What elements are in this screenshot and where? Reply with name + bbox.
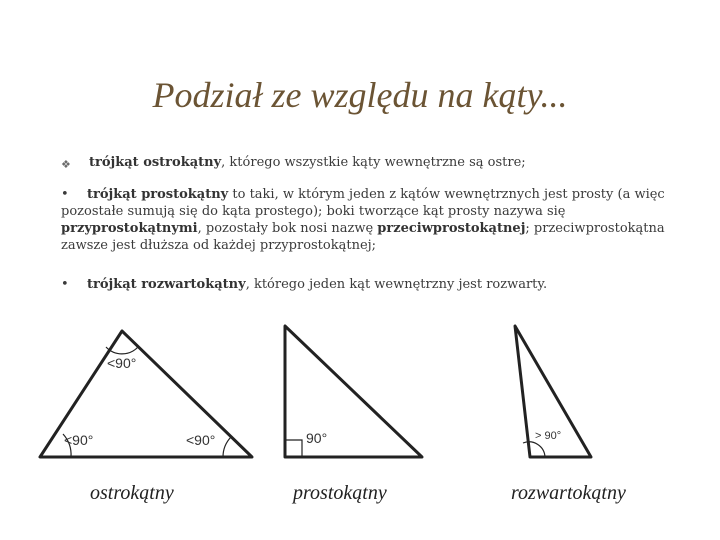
- caption-obtuse: rozwartokątny: [511, 482, 626, 504]
- bullet-dot-icon: •: [61, 277, 69, 292]
- obtuse-triangle: [515, 326, 591, 457]
- term-right: trójkąt prostokątny: [87, 187, 229, 202]
- diamond-bullet-icon: ❖: [61, 158, 71, 171]
- bullet-obtuse-text: , którego jeden kąt wewnętrzny jest rozwarty.: [245, 277, 548, 292]
- term-acute: trójkąt ostrokątny: [89, 155, 222, 170]
- term-legs: przyprostokątnymi: [61, 221, 198, 236]
- acute-top-angle-label: <90°: [107, 355, 137, 371]
- caption-acute: ostrokątny: [90, 482, 174, 504]
- right-angle-label: 90°: [306, 430, 328, 446]
- bullet-right-text-3: ; przeciwprostokątna zawsze jest dłuższa od każdej przyprostokątnej;: [61, 221, 665, 253]
- slide-title: Podział ze względu na kąty...: [152, 75, 568, 115]
- bullet-dot-icon: •: [61, 187, 69, 202]
- acute-left-angle-label: <90°: [64, 432, 94, 448]
- right-triangle: [285, 326, 422, 457]
- right-angle-marker: [285, 440, 302, 457]
- caption-right: prostokątny: [293, 482, 387, 504]
- term-hypotenuse: przeciwprostokątnej: [377, 221, 526, 236]
- term-obtuse: trójkąt rozwartokątny: [87, 277, 246, 292]
- obtuse-angle-arc: [523, 442, 545, 457]
- bullet-right-text-2: , pozostały bok nosi nazwę: [197, 221, 378, 236]
- acute-right-arc: [223, 437, 231, 457]
- bullet-acute-text: , którego wszystkie kąty wewnętrzne są ostre;: [221, 155, 526, 170]
- acute-triangle: [40, 331, 252, 457]
- acute-right-angle-label: <90°: [186, 432, 216, 448]
- bullet-right-text-1: to taki, w którym jeden z kątów wewnętrznych jest prosty (a więc pozostałe sumują się do kąta prostego); boki tworzące kąt prosty nazywa się: [61, 187, 665, 219]
- obtuse-angle-label: > 90°: [535, 430, 562, 442]
